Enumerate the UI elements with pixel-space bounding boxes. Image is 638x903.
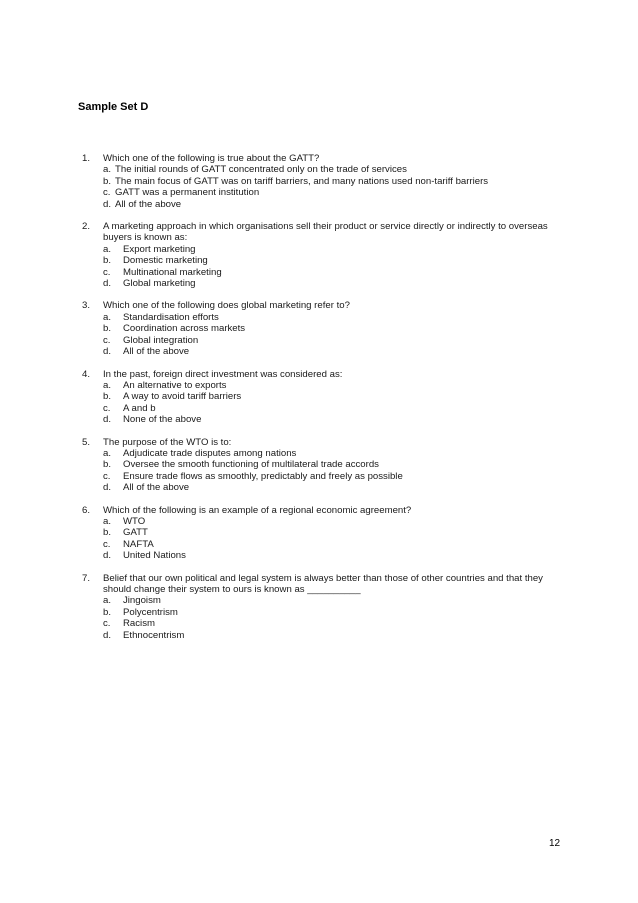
option-text: All of the above [123,346,190,358]
option-text: Export marketing [123,243,196,255]
option-d [82,346,552,357]
option-letter: d. [103,346,112,358]
option-text: The main focus of GATT was on tariff barriers, and many nations used non-tariff barriers [115,175,489,187]
option-b [82,255,552,266]
option-letter: a. [103,311,112,323]
option-b [82,391,552,402]
option-b [82,607,552,618]
question-number: 1. [82,153,91,164]
option-c [82,618,552,629]
option-d [82,550,552,561]
page-heading: Sample Set D [78,101,149,113]
question-4 [82,369,552,426]
option-text: Ethnocentrism [123,629,185,641]
question-number: 2. [82,221,91,233]
option-letter: d. [103,278,112,290]
option-letter: d. [103,482,112,494]
option-text: GATT [123,527,148,539]
option-letter: c. [103,266,111,278]
question-text: A marketing approach in which organisations sell their product or service directly or indirectly to overseas buyers is known as: [103,221,548,244]
option-a [82,380,552,391]
question-7 [82,573,552,641]
question-number: 5. [82,436,91,448]
question-5 [82,437,552,494]
option-text: Racism [123,618,155,630]
option-c [82,187,552,198]
option-letter: c. [103,470,111,482]
option-text: NAFTA [123,538,154,550]
page-number: 12 [549,838,561,849]
option-letter: b. [103,459,112,471]
question-number: 6. [82,504,91,516]
question-number: 3. [82,300,91,312]
option-text: Multinational marketing [123,266,222,278]
option-b [82,176,552,187]
option-c [82,267,552,278]
option-text: Oversee the smooth functioning of multilateral trade accords [123,459,379,471]
option-text: Adjudicate trade disputes among nations [123,447,297,459]
option-text: Domestic marketing [123,255,208,267]
option-letter: b. [103,527,112,539]
option-letter: d. [103,198,112,210]
option-a [82,164,552,175]
option-letter: d. [103,629,112,641]
option-c [82,471,552,482]
option-a [82,448,552,459]
option-letter: a. [103,243,112,255]
option-text: Global marketing [123,278,196,290]
option-d [82,278,552,289]
option-letter: a. [103,447,112,459]
option-text: All of the above [115,198,182,210]
option-text: All of the above [123,482,190,494]
option-text: An alternative to exports [123,379,227,391]
option-letter: a. [103,164,112,176]
option-text: United Nations [123,550,186,562]
option-letter: c. [103,187,111,199]
option-d [82,482,552,493]
option-letter: c. [103,402,111,414]
question-2 [82,221,552,289]
option-text: GATT was a permanent institution [115,187,260,199]
option-letter: b. [103,175,112,187]
option-text: Coordination across markets [123,323,246,335]
option-letter: c. [103,538,111,550]
option-text: None of the above [123,414,202,426]
option-letter: c. [103,618,111,630]
option-b [82,323,552,334]
question-1 [82,153,552,210]
question-3 [82,300,552,357]
option-letter: a. [103,595,112,607]
option-a [82,244,552,255]
option-letter: b. [103,255,112,267]
option-text: Polycentrism [123,606,178,618]
option-text: Ensure trade flows as smoothly, predictably and freely as possible [123,470,403,482]
option-c [82,335,552,346]
option-a [82,595,552,606]
option-letter: d. [103,550,112,562]
option-b [82,459,552,470]
option-text: A and b [123,402,156,414]
option-letter: d. [103,414,112,426]
question-number: 7. [82,572,91,584]
option-text: Standardisation efforts [123,311,219,323]
option-text: Global integration [123,334,199,346]
option-a [82,312,552,323]
question-number: 4. [82,368,91,380]
question-text: The purpose of the WTO is to: [103,436,232,448]
option-letter: b. [103,323,112,335]
option-d [82,630,552,641]
option-c [82,403,552,414]
option-letter: c. [103,334,111,346]
option-d [82,199,552,210]
question-6 [82,505,552,562]
option-letter: a. [103,515,112,527]
option-b [82,527,552,538]
option-a [82,516,552,527]
question-text: In the past, foreign direct investment was considered as: [103,368,343,380]
option-d [82,414,552,425]
question-text: Which one of the following is true about the GATT? [103,153,320,164]
option-text: A way to avoid tariff barriers [123,391,242,403]
option-text: Jingoism [123,595,161,607]
option-c [82,539,552,550]
option-text: The initial rounds of GATT concentrated only on the trade of services [115,164,407,176]
option-letter: b. [103,606,112,618]
option-text: WTO [123,515,146,527]
question-text: Which one of the following does global marketing refer to? [103,300,350,312]
question-text: Belief that our own political and legal system is always better than those of other countries and that they should change their system to ours is known as __________ [103,572,543,595]
option-letter: a. [103,379,112,391]
option-letter: b. [103,391,112,403]
question-list [82,153,552,652]
question-text: Which of the following is an example of a regional economic agreement? [103,504,412,516]
